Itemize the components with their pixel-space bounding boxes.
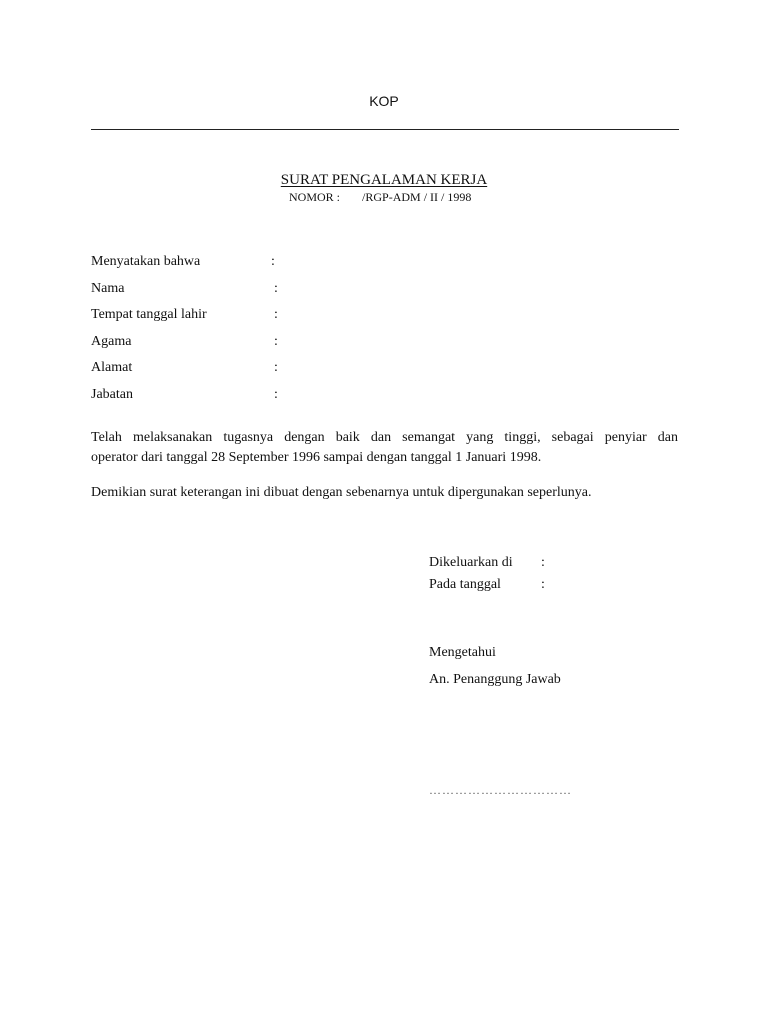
field-label-jabatan: Jabatan [91,387,133,402]
field-label-ttl: Tempat tanggal lahir [91,307,207,322]
letter-number-value: /RGP-ADM / II / 1998 [362,190,472,204]
letterhead-kop: KOP [369,93,399,109]
body-paragraph-1-line-2: operator dari tanggal 28 September 1996 sampai dengan tanggal 1 Januari 1998. [91,450,542,465]
letter-title [0,172,768,189]
letter-number-label: NOMOR : [289,190,341,204]
issued-at-label: Dikeluarkan di [429,555,513,570]
signature-line: …………………………… [429,783,572,797]
acknowledged-label: Mengetahui [429,645,496,660]
field-colon-ttl: : [274,307,278,322]
field-label-alamat: Alamat [91,360,133,375]
body-paragraph-2: Demikian surat keterangan ini dibuat dengan sebenarnya untuk dipergunakan seperlunya. [91,485,592,500]
letter-number [289,190,471,205]
field-colon-alamat: : [274,360,278,375]
field-colon-agama: : [274,334,278,349]
field-label-agama: Agama [91,334,132,349]
body-paragraph-1-line-1: Telah melaksanakan tugasnya dengan baik dan semangat yang tinggi, sebagai penyiar dan [91,430,678,445]
field-label-menyatakan: Menyatakan bahwa [91,254,201,269]
field-colon-menyatakan: : [271,254,275,269]
letterhead-divider [91,129,679,130]
on-behalf-label: An. Penanggung Jawab [429,672,561,687]
field-colon-jabatan: : [274,387,278,402]
field-label-nama: Nama [91,281,125,296]
issued-at-colon: : [541,555,545,570]
field-colon-nama: : [274,281,278,296]
body-paragraph-1 [91,428,678,468]
date-colon: : [541,577,545,592]
letter-title-text: SURAT PENGALAMAN KERJA [280,172,488,188]
date-label: Pada tanggal [429,577,501,592]
